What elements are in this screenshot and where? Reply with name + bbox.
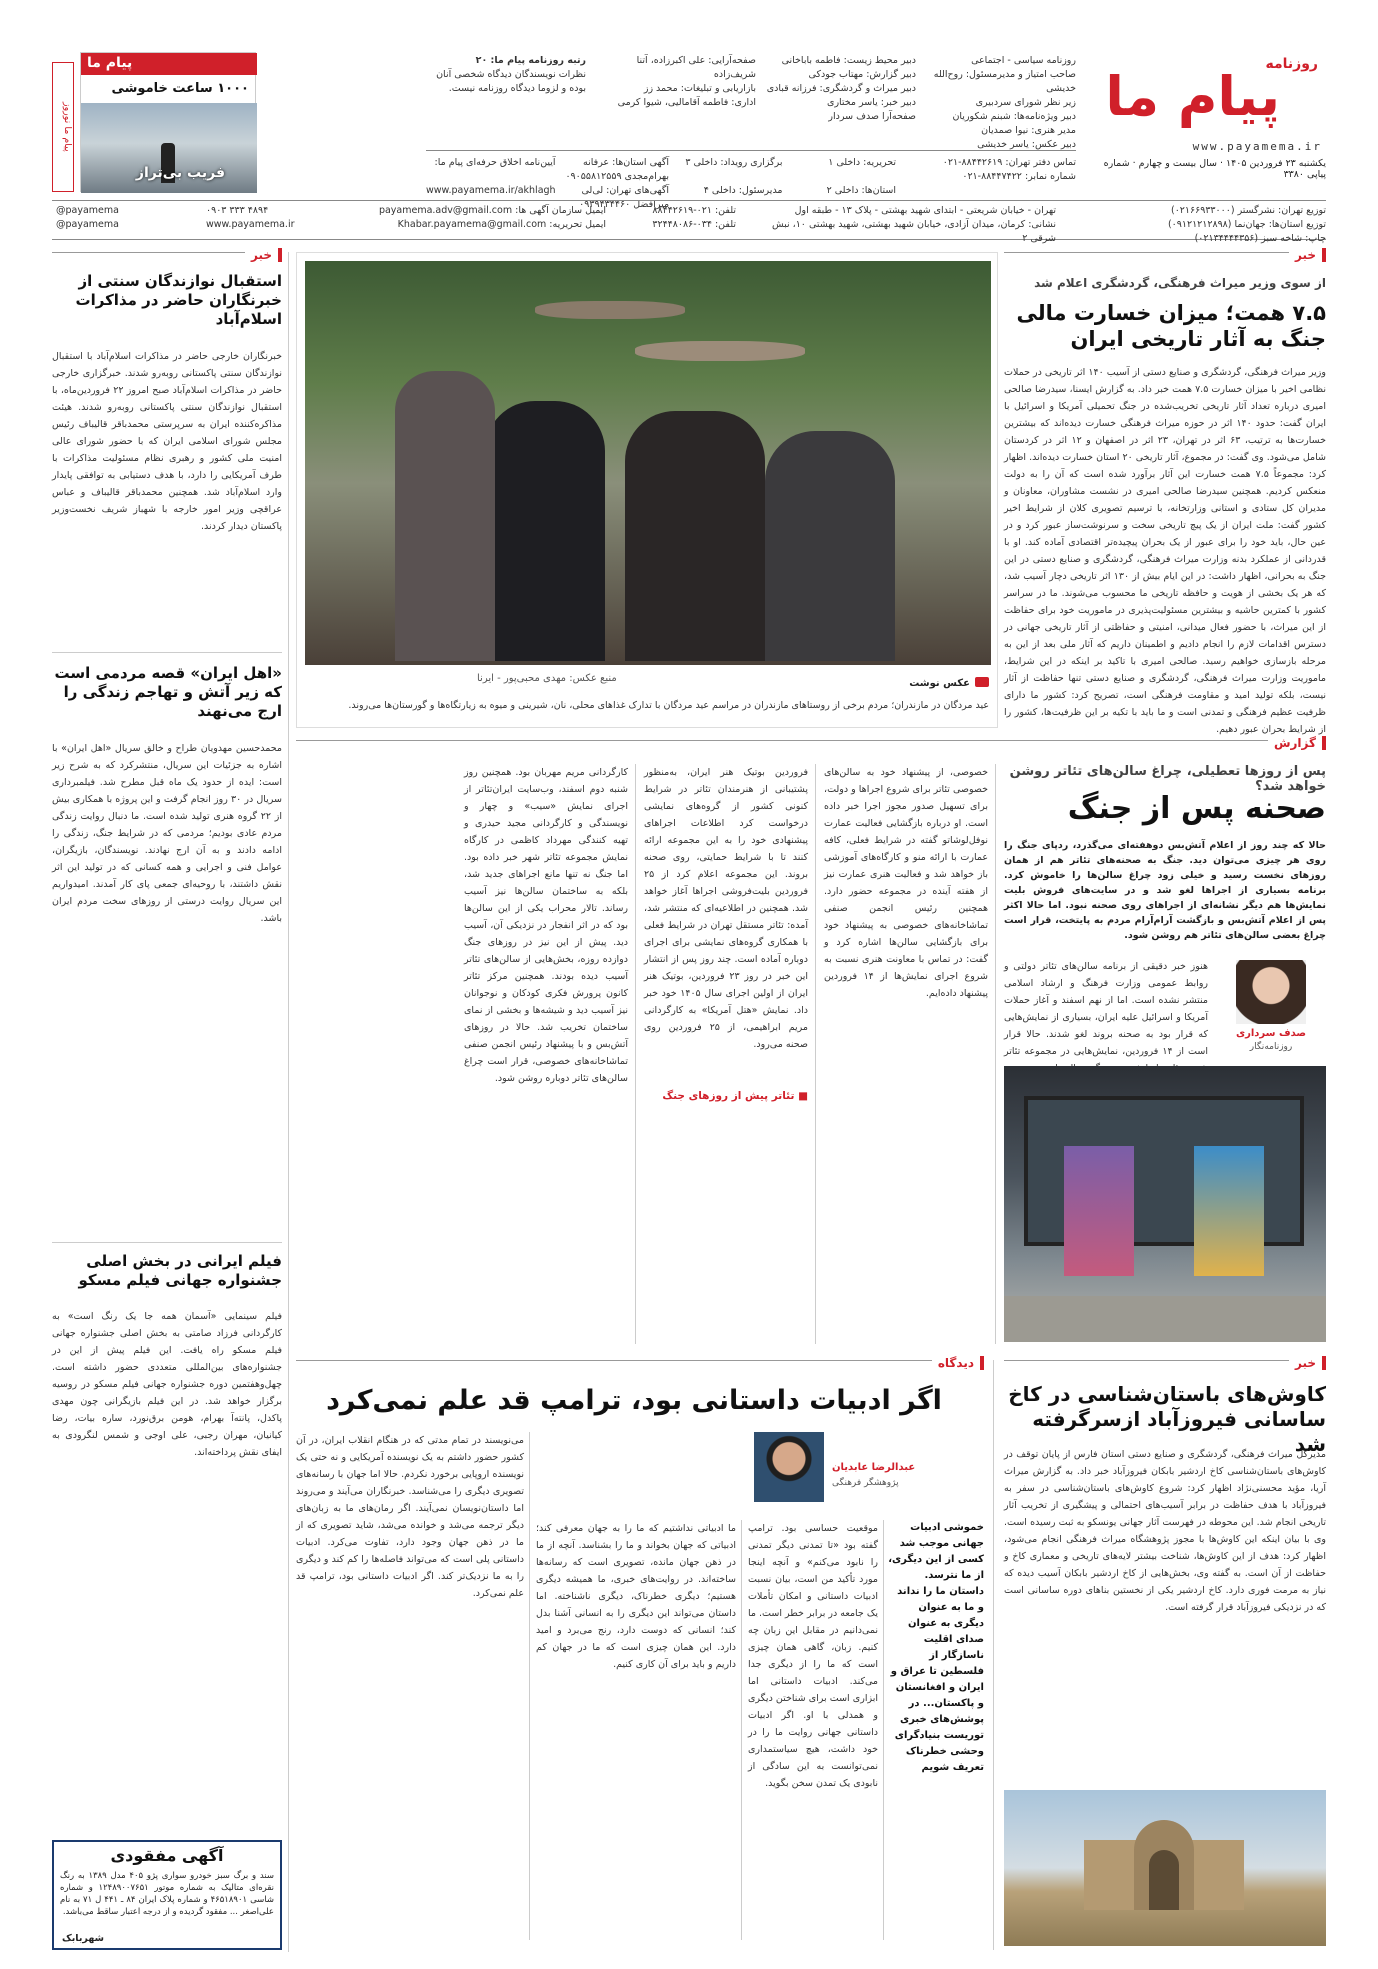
bottom-news-section (1004, 1356, 1326, 1950)
report-section (296, 736, 1326, 1350)
left-headline-1: استقبال نوازندگان سنتی از خبرنگاران حاضر در مذاکرات اسلام‌آباد (75, 272, 282, 328)
bottom-news-body: مدیرکل میراث فرهنگی، گردشگری و صنایع دستی استان فارس از پایان توقف در کاوش‌های باستان‌شناسی کاخ اردشیر بابکان فیروزآباد خبر داد. به گزارش میراث آریا، مؤید محسنی‌نژاد اظهار کرد: شروع کاوش‌های باستان‌شناسی در سفر به فیروزآباد با هدف حفاظت در برابر آسیب‌های احتمالی و پیشگیری از تخریب آثار تاریخی انجام شد. این محوطه در فهرست آثار جهانی یونسکو به ثبت رسیده است. وی با بیان اینکه این کاوش‌ها با مجوز پژوهشگاه میراث فرهنگی انجام می‌شود، اظهار کرد: هدف از این کاوش‌ها، شناخت بیشتر لایه‌های تاریخی و معماری کاخ و حفاظت از آن است. به گفته وی، بخش‌هایی از کاخ اردشیر بابکان آسیب دیده که نیاز به مرمت فوری دارد. کاخ اردشیر یکی از نخستین بناهای دوره ساسانی است که در نزدیکی فیروزآباد قرار گرفته است. (1004, 1449, 1326, 1613)
left-column (52, 248, 283, 1952)
contact-grid: تحریریه: داخلی ۱ برگزاری رویداد: داخلی ۳ آگهی استان‌ها: عرفانه بهرام‌مجدی ۰۹۰۵۵۸۱۲۵۵۹ آیین‌نامه اخلاق حرفه‌ای پیام ما: استان‌ها: داخلی ۲ مدیرسئول: داخلی ۴ آگهی‌های تهران: لی‌لی میرافضل ۰۹۳۹۴۳۴۴۶۰ www.payamema.ir/akhlagh (426, 157, 896, 210)
report-body-1: هنوز خبر دقیقی از برنامه سالن‌های تئاتر دولتی و روابط عمومی وزارت فرهنگ و ارشاد اسلامی منتشر نشده است. اما از نهم اسفند و آغاز حملات آمریکا و اسرائیل علیه ایران، بسیاری از نمایش‌هایی که قرار بود به صحنه بروند لغو شدند. حالا قرار است از ۱۴ فروردین، نمایش‌هایی در مجموعه تئاتر (1004, 961, 1208, 1057)
opinion-section (296, 1356, 984, 1950)
bottom-news-tag: خبر (1289, 1356, 1326, 1370)
left-headline-3: فیلم ایرانی در بخش اصلی جشنواره جهانی فیلم مسکو (78, 1252, 282, 1289)
opinion-author-role: پژوهشگر فرهنگی (832, 1478, 899, 1488)
opinion-pullquote: خموشی ادبیات جهانی موجب شد کسی از این دیگری، از ما نترسد. داستان ما را نداند و ما به عنوان دیگری به عنوان صدای اقلیت ناسازگار از فلسطین تا عراق و ایران و افغانستان و پاکستان... در پوشش‌های خبری توریست بنیادگرای وحشی خطرناک تعریف شویم (888, 1522, 984, 1773)
masthead (52, 52, 1326, 210)
staff-list-1: روزنامه سیاسی - اجتماعی صاحب امتیاز و مدیرمسئول: روح‌الله خدیشی زیر نظر شورای سردبیری دبیر ویژه‌نامه‌ها: شبنم شکوریان مدیر هنری: نیوا صمدیان دبیر عکس: یاسر خدیشی (933, 55, 1076, 150)
lost-ad-title: آگهی مفقودی (110, 1846, 224, 1865)
address-info: تهران - خیابان شریعتی - ابتدای شهید بهشتی - پلاک ۱۳ - طبقه اول نشانی: کرمان، میدان آزادی، خیابان شهید بهشتی، شهید بهشتی ۱۰، نبش شرقی ۲ (771, 205, 1056, 244)
opinion-body-1: موقعیت حساسی بود. ترامپ گفته بود «تا تمدنی دیگر تمدنی را نابود می‌کنم» و آنچه اینجا مورد تأکید من است، بیان نسبت ادبیات داستانی و امکان تأملات یک جامعه در برابر خطر است. ما نمی‌دانیم در مقابل این زبان چه کنیم. زبان، گاهی همان چیزی است که ما را از دیگری جدا می‌کند. ادبیات داستانی اما ابزاری است برای شناختن دیگری و همدلی با او. اگر ادبیات داستانی جهانی روایت ما را در خود داشت، هیچ سیاستمداری نمی‌توانست به این سادگی از نابودی یک تمدن سخن بگوید. (748, 1523, 878, 1789)
lead-kicker: از سوی وزیر میراث فرهنگی، گردشگری اعلام شد (1034, 276, 1326, 290)
social-instagram[interactable]: @payamema (56, 205, 119, 216)
report-body-3: فروردین بوتیک هنر ایران، به‌منظور پشتیبانی از هنرمندان تئاتر در شرایط کنونی کشور از گروه‌های نمایشی درخواست کرد اطلاعات اجراهای پیشنهادی خود را به این مجموعه ارائه کنند تا با شرایط حمایتی، روی صحنه بروند. این مجموعه اعلام کرد از ۲۵ فروردین بلیت‌فروشی اجراها آغاز خواهد شد. همچنین در اطلاعیه‌ای که منتشر شد، آمده: تئاتر مستقل تهران در شرایط فعلی با همکاری گروه‌های نمایشی برای اجرای دوباره آماده است. چند روز پس از انتشار این خبر در روز ۲۳ فروردین، بوتیک هنر ایران از اولین اجرای سال ۱۴۰۵ خود خبر داد. نمایش «هتل آمریکا» به کارگردانی مریم ابراهیمی، از ۲۵ فروردین روی صحنه می‌رود. (644, 767, 809, 1050)
lead-body: وزیر میراث فرهنگی، گردشگری و صنایع دستی از آسیب ۱۴۰ اثر تاریخی در حملات نظامی اخیر با میزان خسارت ۷.۵ همت خبر داد. به گزارش ایسنا، سیدرضا صالحی امیری درباره تعداد آثار تاریخی تخریب‌شده در جنگ تحمیلی آمریکا و اسرائیل با ایران گفت: حدود ۱۴۰ اثر در حوزه میراث فرهنگی خسارت دیده‌اند که بیشترین خسارت‌ها به ترتیب، ۶۳ اثر در تهران، ۲۳ اثر در اصفهان و ۱۲ اثر در کردستان شامل می‌شود. وی گفت: در مجموع، آثار تاریخی ۲۰ استان خسارت دیده‌اند. اظهار کرد: مجموعاً ۷.۵ همت خسارت این آثار برآورد شده است که آن را به دولت منعکس کردیم. همچنین سیدرضا صالحی امیری در نشست مشاوران، معاونان و مدیران کل ستادی و استانی وزارتخانه، با ترسیم تصویری کلان از شرایط اخیر کشور گفت: ملت ایران از یک پیچ تاریخی سخت و سرنوشت‌ساز عبور کرد و در عین حال، باید خود را برای عبور از یک بحران پیچیده‌تر اقتصادی آماده کند. او با قدردانی از عملکرد بدنه وزارت میراث فرهنگی، گردشگری و صنایع دستی در این جنگ به بحرانی، اظهار داشت: در این ایام بیش از ۱۳۰ اثر تاریخی دچار آسیب شد، که هر یک بخشی از هویت و حافظه تاریخی ما محسوب می‌شوند. ما در سراسر کشور با کمترین حاشیه و بیشترین مسئولیت‌پذیری در ماموریت خود برای حفاظت از این میراث، با حضور فعال میدانی، امنیتی و حفاظتی از آثار تاریخی جهانی در دسترس اقدامات لازم را انجام دادیم و اطمینان داریم که آثار ملی بعد از این به مرحله بازسازی خواهیم رسید. صالحی امیری با تاکید بر اینکه در این شرایط، ماموریت وزارت میراث فرهنگی، گردشگری و صنایع دستی تنها حفاظت از آثار نیست، بلکه تولید امید و مقاومت فرهنگی است، تصریح کرد: کشور ما دارای ظرفیت عظیم فرهنگی و تمدنی است و ما باید با تکیه بر این ظرفیت‌ها، کشور را از شرایط بحران عبور دهیم. (1004, 367, 1326, 735)
masthead-name: پیام ما (1105, 65, 1280, 128)
lead-tag: خبر (1289, 248, 1326, 262)
left-tag: خبر (245, 248, 282, 262)
bottom-news-headline: کاوش‌های باستان‌شناسی در کاخ ساسانی فیروزآباد ازسرگرفته شد (1008, 1382, 1326, 1456)
photo-essay-image (305, 261, 991, 665)
report-body-3b (644, 1112, 808, 1344)
bottom-news-photo (1004, 1790, 1326, 1946)
lead-section (1004, 248, 1326, 735)
photo-essay-label-box (909, 671, 989, 689)
lost-ad-box (52, 1840, 282, 1950)
masthead-date-bar: یکشنبه ۲۳ فروردین ۱۴۰۵ · سال بیست و چهارم · شماره پیاپی ۳۳۸۰ (1103, 158, 1326, 180)
masthead-prefix: روزنامه (1265, 56, 1318, 72)
social-info (56, 204, 356, 232)
staff-list-3: صفحه‌آرایی: علی اکبرزاده، آتنا شریف‌زاده بازاریابی و تبلیغات: محمد زز اداری: فاطمه آقامالیی، شیوا کرمی (617, 55, 756, 108)
masthead-issue: شماره پیاپی ۳۳۸۰ (1103, 158, 1326, 180)
side-promo-logo: پیام ما (87, 55, 133, 71)
report-author-avatar (1236, 960, 1306, 1024)
report-body-4: کارگردانی مریم مهربان بود. همچنین روز شنبه دوم اسفند، وب‌سایت ایران‌تئاتر از اجرای نمایش «سیب» و چهار و نویسندگی و کارگردانی مجید حیدری و تهیه کنندگی مهرداد کاظمی در کارگاه نمایش مجموعه تئاتر شهر خبر داده بود. اما جنگ نه تنها مانع اجراهای جدید شد، بلکه به ساختمان سالن‌ها نیز آسیب رساند. تالار محراب یکی از این سالن‌ها بود که در اثر انفجار در نزدیکی آن، آسیب دید. پیش از این نیز در روزهای جنگ دوازده روزه، بخش‌هایی از سالن‌های تئاتر آسیب دیده بودند. همچنین مرکز تئاتر کانون پرورش فکری کودکان و نوجوانان نیز آسیب دید و شیشه‌ها و بخشی از نمای ساختمان تخریب شد. حالا در روزهای آتش‌بس و با پیشنهاد رئیس انجمن صنفی تماشاخانه‌های خصوصی، قرار است چراغ سالن‌های تئاتر دوباره روشن شود. (464, 767, 628, 1084)
report-headline: صحنه پس از جنگ (1067, 791, 1326, 826)
photo-essay (296, 252, 998, 728)
lost-ad-text: سند و برگ سبز خودرو سواری پژو ۴۰۵ مدل ۱۳۸۹ به رنگ نقره‌ای متالیک به شماره موتور ۱۲۴۸۹۰۰۷۶۵۱ و شماره شاسی ۴۶۵۱۸۹۰۱ و شماره پلاک ایران ۸۴ ـ ۴۴۱ ل ۷۱ به نام علی‌اصغر ... مفقود گردیده و از درجه اعتبار ساقط می‌باشد. (60, 1871, 275, 1917)
report-author-role: روزنامه‌نگار (1249, 1042, 1293, 1052)
masthead-logo (1086, 52, 1326, 132)
rules-text: نظرات نویسندگان دیدگاه شخصی آنان بوده و لزوما دیدگاه روزنامه نیست. (436, 69, 586, 94)
side-promo-sub: فریب بی‌تراز (135, 165, 225, 181)
staff-list-2: دبیر محیط زیست: فاطمه باباخانی دبیر گزارش: مهتاب جودکی دبیر میراث و گردشگری: فرزانه قبادی دبیر خبر: یاسر مختاری صفحه‌آرا صدف سردار (766, 55, 916, 122)
report-tag: گزارش (1268, 736, 1326, 750)
opinion-body-3: می‌نویسند در تمام مدتی که در هنگام انقلاب ایران، در آن کشور حضور داشتم به یک نویسنده آمریکایی و نه حتی یک نویسنده اروپایی برخورد نکردم. حالا اما جهان با رسانه‌های تصویری دیگری را می‌شناسد. خبرنگاران می‌آیند و می‌روند اما داستان‌نویسان نمی‌آیند. اگر رمان‌های ما به زبان‌های دیگر ترجمه می‌شد و خوانده می‌شد، شاید تصویری که از ما در ذهن جهان وجود دارد، تفاوت می‌کرد. ادبیات داستانی پلی است که می‌تواند فاصله‌ها را کم کند و دیگری را به ما نزدیک‌تر کند. اگر ادبیات داستانی بود، ترامپ قد علم نمی‌کرد. (296, 1435, 524, 1599)
report-subhead (644, 1090, 808, 1102)
opinion-author-name: عبدالرضا عابدیان (832, 1462, 916, 1473)
rules-block (436, 54, 586, 96)
report-author-name: صدف سرداری (1235, 1028, 1307, 1039)
address-strip (52, 200, 1326, 244)
side-promo[interactable] (80, 52, 256, 192)
lead-headline: ۷.۵ همت؛ میزان خسارت مالی جنگ به آثار تاریخی ایران (1016, 301, 1326, 352)
opinion-author-box (754, 1432, 984, 1508)
left-headline-2: «اهل ایران» قصه مردمی است که زیر آتش و تهاجم زندگی را ارج می‌نهند (54, 664, 282, 720)
opinion-body-2: ما ادبیاتی نداشتیم که ما را به جهان معرفی کند؛ ادبیاتی که جهان بخواند و ما را بشناسد. آنچه از ما در ذهن جهان مانده، تصویری است که رسانه‌ها ساخته‌اند. در روایت‌های خبری، ما همیشه دیگری هستیم؛ دیگری خطرناک، دیگری ناشناخته. اما داستان می‌تواند این دیگری را به انسانی آشنا بدل کند؛ انسانی که دوست دارد، رنج می‌برد و امید دارد. این همان چیزی است که ما در جهان کم داریم و باید برای آن کاری کنیم. (536, 1523, 736, 1670)
report-subhead-text: تئاتر پیش از روزهای جنگ (662, 1090, 795, 1102)
masthead-year: سال بیست و چهارم (1138, 158, 1217, 169)
phones-info: تلفن: ۰۲۱-۸۸۴۴۲۶۱۹ تلفن: ۰۳۴-۳۲۴۴۸۰۸۶ (652, 205, 736, 230)
opinion-headline: اگر ادبیات داستانی بود، ترامپ قد علم نمی‌کرد (326, 1385, 942, 1416)
distribution-info: توزیع تهران: نشرگستر (۰۲۱۶۶۹۳۳۰۰۰) توزیع استان‌ها: جهان‌نما (۰۹۱۲۱۲۱۲۸۹۸) چاپ: شاخه سبز (۰۲۱۳۴۴۴۴۳۵۶) (1167, 205, 1326, 244)
report-theater-photo (1004, 1066, 1326, 1342)
social-telegram[interactable]: @payamema (56, 219, 119, 230)
masthead-website[interactable]: www.payamema.ir (1192, 140, 1322, 153)
photo-essay-camera-icon (975, 677, 989, 687)
rules-title: رتبه روزنامه پیام ما: ۲۰ (475, 55, 586, 66)
photo-essay-label: عکس نوشت (909, 678, 970, 689)
opinion-tag: دیدگاه (932, 1356, 984, 1370)
report-subhead-bullet-icon: ■ (794, 1090, 808, 1102)
emails-info: ایمیل سازمان آگهی ها: payamema.adv@gmail.com ایمیل تحریریه: Khabar.payamema@gmail.com (378, 205, 606, 230)
social-phone[interactable]: ۰۹۰۳ ۳۳۳ ۴۸۹۴ (206, 205, 269, 216)
left-body-1: خبرنگاران خارجی حاضر در مذاکرات اسلام‌آباد با استقبال نوازندگان سنتی پاکستانی روبه‌رو شدند. خبرگزاری خارجی حاضر در مذاکرات اسلام‌آباد صبح امروز ۲۲ فروردین‌ماه، با استقبال نوازندگان سنتی پاکستانی روبه‌رو شدند. هیئت مذاکره‌کننده ایران به سرپرستی محمدباقر قالیباف رئیس مجلس شورای اسلامی ایران که با حضور شورای عالی امنیت ملی کشور و رهبری نظام مسئولیت مذاکرات با طرف آمریکایی را دارد، با هدف دستیابی به توافقی پایدار وارد اسلام‌آباد شد. همچنین محمدباقر قالیباف و عباس عراقچی وزیر امور خارجه با شهباز شریف نخست‌وزیر پاکستان دیدار کردند. (52, 351, 283, 532)
photo-essay-credit: منبع عکس: مهدی محبی‌پور - ایرنا (477, 673, 617, 684)
left-body-3: فیلم سینمایی «آسمان همه جا یک رنگ است» به کارگردانی فرزاد صامتی به بخش اصلی جشنواره جهانی فیلم مسکو راه یافت. این فیلم پیش از این در جشنواره‌های بین‌المللی متعددی حضور داشته است. چهل‌وهفتمین دوره جشنواره جهانی فیلم مسکو در روسیه برگزار خواهد شد. در این فیلم بازیگرانی چون مهدی پاکدل، پانته‌آ بهرام، هومن برق‌نورد، ساره بیات، رضا کیانیان، مهران رجبی، علی اوجی و شمس لنگرودی به ایفای نقش پرداخته‌اند. (52, 1311, 282, 1458)
photo-essay-caption: عید مردگان در مازندران؛ مردم برخی از روستاهای مازندران در مراسم عید مردگان با تدارک غذاهای محلی، نان، شیرینی و میوه به زیارتگاه‌ها و گورستان‌ها می‌روند. (348, 700, 989, 711)
report-body-2: خصوصی، از پیشنهاد خود به سالن‌های خصوصی تئاتر برای شروع اجراها و دولت، برای تسهیل صدور مجوز اجرا خبر داده است. او درباره بازگشایی فعالیت عمارت نوفل‌لوشاتو گفته در شرایط فعلی، کافه عمارت با ارائه منو و کارگاه‌های آموزشی باز خواهد شد و فعالیت هنری عمارت نیز از هفته آینده در مجموعه حضور دارد. همچنین رئیس انجمن صنفی تماشاخانه‌های خصوصی به پیشنهاد خود برای بازگشایی سالن‌ها اشاره کرد و گفت: در تماس با معاونت هنری نسبت به شروع اجرای نمایش‌ها از ۱۴ فروردین پیشنهاد داده‌ایم. (824, 767, 988, 999)
report-author-box (1216, 960, 1326, 1056)
opinion-author-avatar (754, 1432, 824, 1502)
lost-ad-sign: شهربابک (62, 1933, 104, 1944)
side-promo-label: پیام ما نوروز (52, 62, 74, 192)
masthead-date: یکشنبه ۲۳ فروردین ۱۴۰۵ (1226, 158, 1326, 169)
social-web[interactable]: www.payamema.ir (206, 219, 295, 230)
office-contact: تماس دفتر تهران: ۸۸۴۴۲۶۱۹-۰۲۱ شماره نمابر: ۸۸۴۴۷۴۲۲-۰۲۱ (942, 157, 1076, 182)
report-lede: حالا که چند روز از اعلام آتش‌بس دوهفته‌ای می‌گذرد، ردپای جنگ را روی هر چیزی می‌توان دید. جنگ به صحنه‌های تئاتر هم از همان روزهای نخست رسید و خیلی زود چراغ سالن‌ها را خاموش کرد. برنامه بسیاری از اجراها لغو شد و در سایت‌های فروش بلیت نمایش‌ها هم دیگر نشانه‌ای از اجراهای روی صحنه نبود. اما حالا اکثر پس از اعلام آتش‌بس و بازگشت آرام‌آرام مردم به پایتخت، قرار است چراغ بعضی سالن‌های تئاتر هم روشن شود. (1004, 840, 1326, 941)
report-kicker: پس از روزها تعطیلی، چراغ سالن‌های تئاتر روشن خواهد شد؟ (1009, 764, 1326, 794)
side-promo-title: ۱۰۰۰ ساعت خاموشی (111, 81, 249, 96)
left-body-2: محمدحسین مهدویان طراح و خالق سریال «اهل ایران» با اشاره به جزئیات این سریال، منتشرکرد که به شرح زیر است: ایده از حدود یک ماه قبل مطرح شد. فیلمبرداری سریال در ۳۰ روز انجام گرفت و این پروژه با همکاری بیش از ۲۲ گروه هنری تولید شده است. ما دنبال روایت زندگی مردم عادی بودیم؛ مردمی که در شرایط جنگ، زندگی را ادامه دادند و به آن ارج نهادند. نویسندگان، بازیگران، عوامل فنی و اجرایی و همه کسانی که در تولید این اثر نقش داشتند، با روحیه‌ای جمعی پای کار آمدند. امیدواریم این سریال روایت درستی از روزهای سخت مردم ایران باشد. (52, 743, 282, 924)
